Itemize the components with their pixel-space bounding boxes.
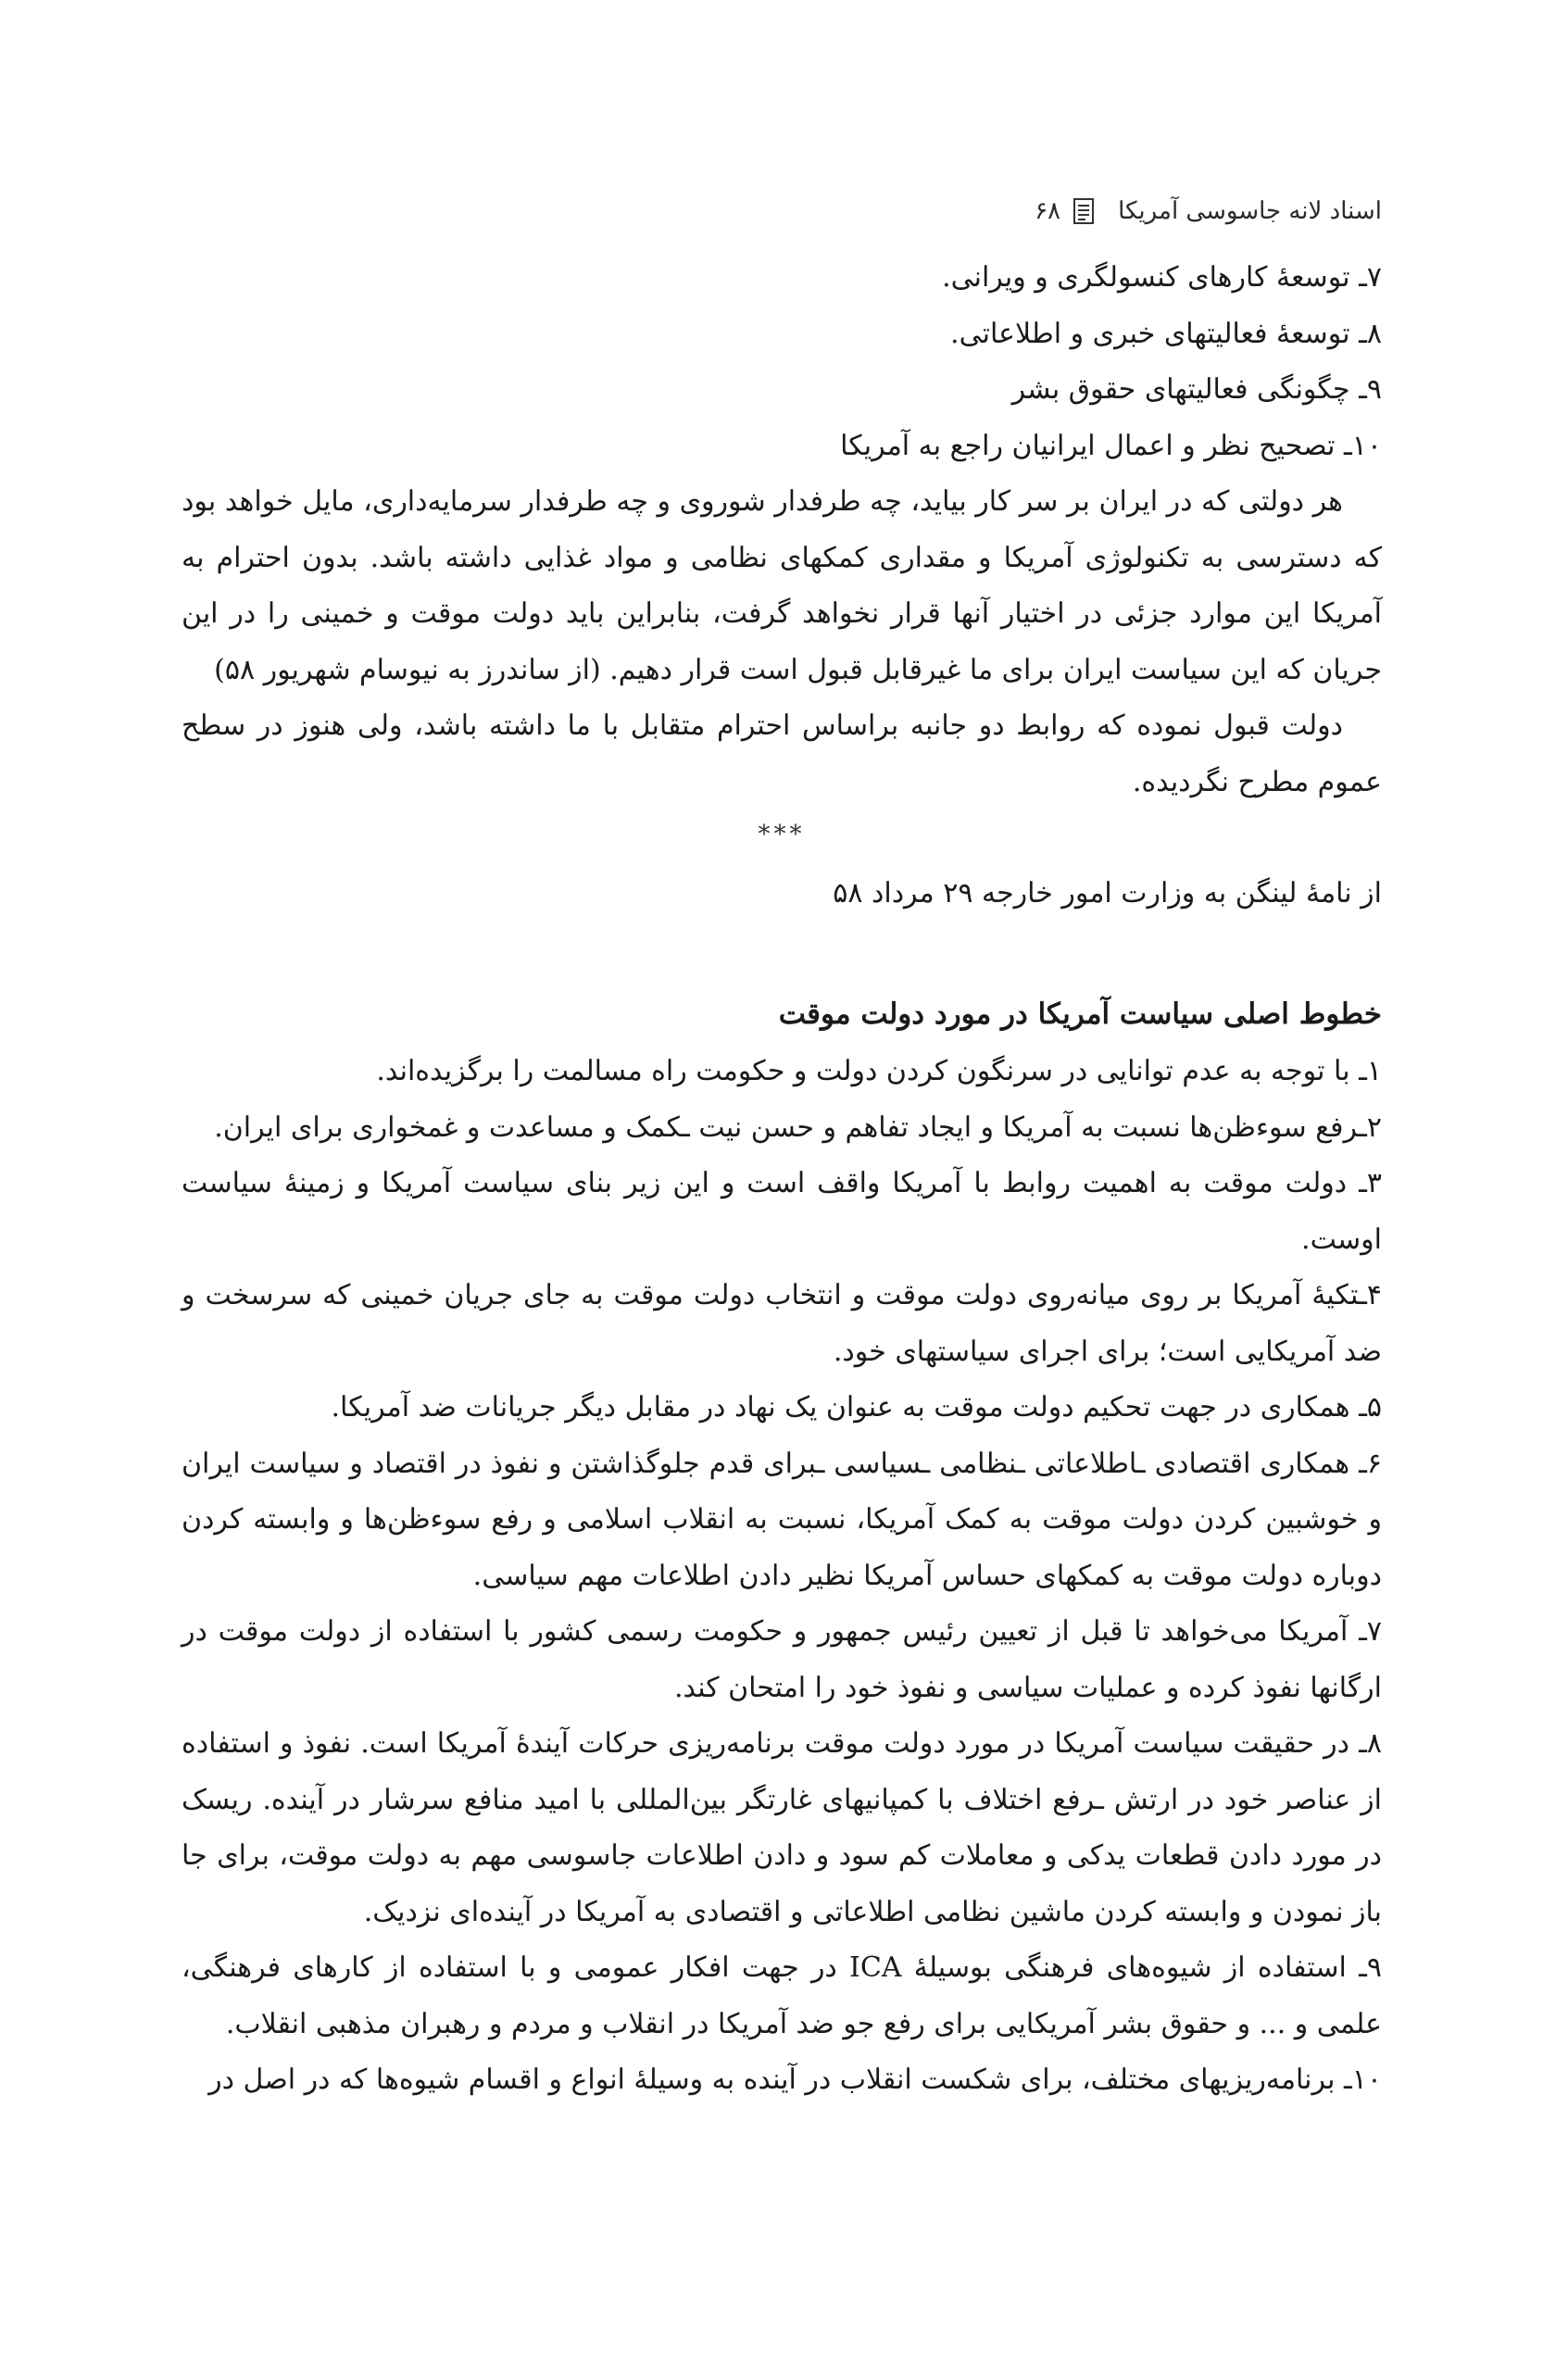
list-item: ۷ـ توسعهٔ کارهای کنسولگری و ویرانی.	[942, 261, 1382, 294]
list-item: ۲ـرفع سوءظن‌ها نسبت به آمریکا و ایجاد تفاهم و حسن نیت ـکمک و مساعدت و غمخواری برای ایران.	[214, 1110, 1382, 1144]
paragraph: هر دولتی که در ایران بر سر کار بیاید، چه طرفدار شوروی و چه طرفدار سرمایه‌داری، مایل خواهد بود که دسترسی به تکنولوژی آمریکا و مقداری کمکهای نظامی و مواد غذایی داشته باشد. بدون احترام به آمریکا این موارد جزئی در اختیار آنها قرار نخواهد گرفت، بنابراین باید دولت موقت و خمینی را در این جریان که این سیاست ایران برای ما غیرقابل قبول است قرار دهیم. (از ساندرز به نیوسام شهریور ۵۸)	[182, 485, 1382, 686]
list-item: ۵ـ همکاری در جهت تحکیم دولت موقت به عنوان یک نهاد در مقابل دیگر جریانات ضد آمریکا.	[331, 1391, 1382, 1424]
list-item: ۳ـ دولت موقت به اهمیت روابط با آمریکا واقف است و این زیر بنای سیاست آمریکا و زمینهٔ سیاست اوست.	[182, 1167, 1382, 1256]
document-icon	[1070, 197, 1098, 225]
list-item: ۸ـ در حقیقت سیاست آمریکا در مورد دولت موقت برنامه‌ریزی حرکات آیندهٔ آمریکا است. نفوذ و استفاده از عناصر خود در ارتش ـرفع اختلاف با کمپانیهای غارتگر بین‌المللی با امید منافع سرشار در آینده. ریسک در مورد دادن قطعات یدکی و معاملات کم سود و دادن اطلاعات جاسوسی مهم به دولت موقت، برای جا باز نمودن و وابسته کردن ماشین نظامی اطلاعاتی و اقتصادی به آمریکا در آینده‌ای نزدیک.	[182, 1727, 1382, 1928]
top-list	[182, 250, 1382, 474]
list-item: ۱۰ـ تصحیح نظر و اعمال ایرانیان راجع به آمریکا	[840, 429, 1382, 462]
section-separator: ***	[758, 821, 806, 848]
list-item: ۱ـ با توجه به عدم توانایی در سرنگون کردن دولت و حکومت راه مسالمت را برگزیده‌اند.	[376, 1055, 1382, 1087]
running-header	[182, 182, 1382, 241]
book-page	[182, 182, 1382, 2109]
spacer	[182, 922, 1382, 985]
list-item: ۹ـ چگونگی فعالیتهای حقوق بشر	[1011, 373, 1382, 406]
list-item: ۶ـ همکاری اقتصادی ـاطلاعاتی ـنظامی ـسیاسی ـبرای قدم جلوگذاشتن و نفوذ در اقتصاد و سیاست ایران و خوشبین کردن دولت موقت به کمک آمریکا، نسبت به انقلاب اسلامی و رفع سوءظن‌ها و وابسته کردن دوباره دولت موقت به کمکهای حساس آمریکا نظیر دادن اطلاعات مهم سیاسی.	[182, 1447, 1382, 1592]
section-title: خطوط اصلی سیاست آمریکا در مورد دولت موقت	[778, 997, 1382, 1031]
list-item: ۴ـتکیهٔ آمریکا بر روی میانه‌روی دولت موقت و انتخاب دولت موقت به جای جریان خمینی که سرسخت و ضد آمریکایی است؛ برای اجرای سیاستهای خود.	[182, 1279, 1382, 1368]
list-item: ۷ـ آمریکا می‌خواهد تا قبل از تعیین رئیس جمهور و حکومت رسمی کشور با استفاده از دولت موقت در ارگانها نفوذ کرده و عملیات سیاسی و نفوذ خود را امتحان کند.	[182, 1615, 1382, 1704]
page-number: ۶۸	[1035, 197, 1061, 225]
list-item: ۸ـ توسعهٔ فعالیتهای خبری و اطلاعاتی.	[950, 317, 1382, 350]
paragraph: دولت قبول نموده که روابط دو جانبه براساس احترام متقابل با ما داشته باشد، ولی هنوز در سطح عموم مطرح نگردیده.	[182, 709, 1382, 798]
main-list	[182, 1044, 1382, 2109]
list-item: ۹ـ استفاده از شیوه‌های فرهنگی بوسیلهٔ ICA در جهت افکار عمومی و با استفاده از کارهای فرهنگی، علمی و ... و حقوق بشر آمریکایی برای رفع جو ضد آمریکا در انقلاب و مردم و رهبران مذهبی انقلاب.	[182, 1951, 1382, 2040]
source-line: از نامهٔ لینگن به وزارت امور خارجه ۲۹ مرداد ۵۸	[833, 877, 1382, 910]
list-item: ۱۰ـ برنامه‌ریزیهای مختلف، برای شکست انقلاب در آینده به وسیلهٔ انواع و اقسام شیوه‌ها که در اصل در	[208, 2064, 1382, 2096]
header-book-title: اسناد لانه جاسوسی آمریکا	[1118, 197, 1382, 225]
